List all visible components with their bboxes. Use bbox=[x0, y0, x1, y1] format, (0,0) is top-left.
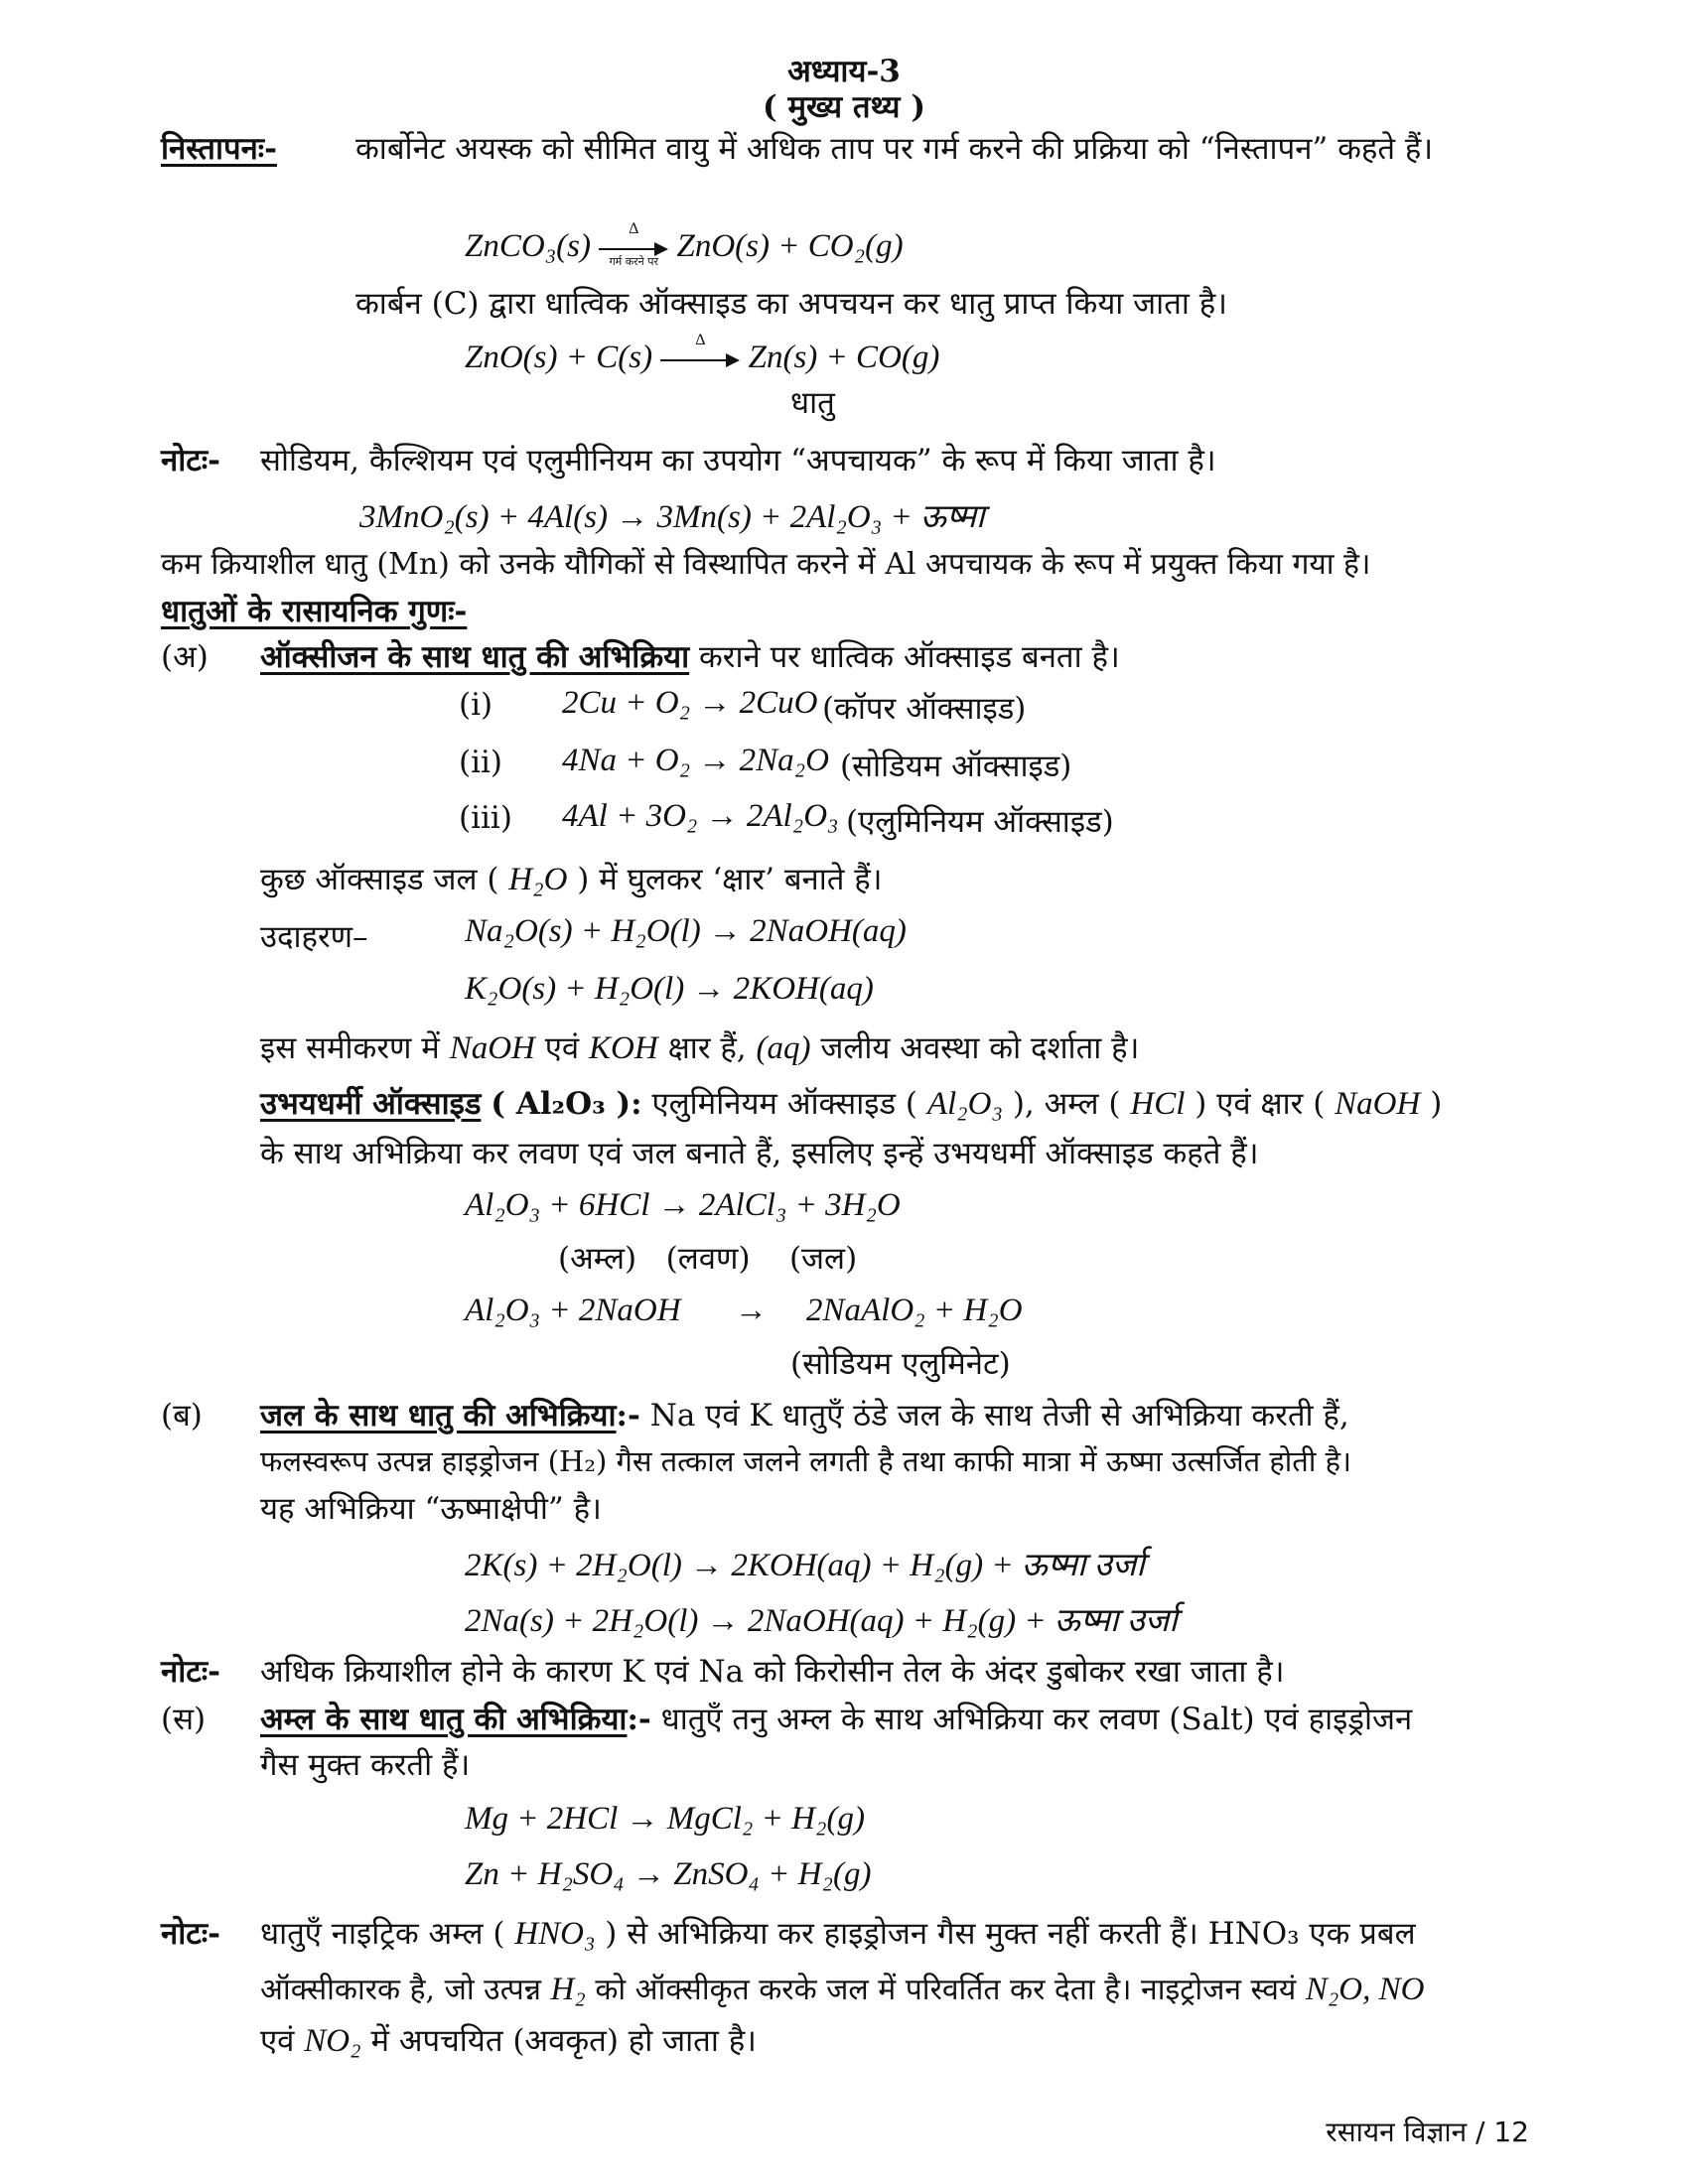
amphoteric-eq-1-labels: (अम्ल) (लवण) (जल) bbox=[558, 1241, 858, 1277]
heat-arrow-2 bbox=[660, 332, 740, 369]
equation-note bbox=[260, 1026, 1139, 1068]
note3-line1-b: ) से अभिक्रिया कर हाइड्रोजन गैस मुक्त नहीं करती हैं। HNO₃ एक प्रबल bbox=[605, 1916, 1416, 1952]
amphoteric-eq-2-left: Al₂O₃ + 2NaOH bbox=[465, 1293, 681, 1328]
section-b-title: जल के साथ धातु की अभिक्रिया bbox=[260, 1398, 617, 1433]
note1-equation: 3MnO₂(s) + 4Al(s) → 3Mn(s) + 2Al₂O₃ + ऊष्मा bbox=[359, 499, 985, 535]
amphoteric-text-1: एलुमिनियम ऑक्साइड ( bbox=[651, 1086, 917, 1122]
note3-label: नोटः- bbox=[161, 1916, 220, 1952]
eq-note-1: इस समीकरण में bbox=[260, 1030, 440, 1066]
section-a-title: ऑक्सीजन के साथ धातु की अभिक्रिया bbox=[260, 639, 690, 675]
note3-nitrogen-oxides: N₂O, NO bbox=[1305, 1972, 1425, 2007]
amphoteric-eq-2-arrow: → bbox=[735, 1293, 768, 1328]
note3-h2: H₂ bbox=[550, 1972, 586, 2007]
alkali-text-2: ) में घुलकर ‘क्षार’ बनाते हैं। bbox=[577, 862, 883, 897]
amphoteric-line-2: के साथ अभिक्रिया कर लवण एवं जल बनाते हैं, इसलिए इन्हें उभयधर्मी ऑक्साइड कहते हैं। bbox=[260, 1136, 1259, 1171]
section-b-marker: (ब) bbox=[161, 1398, 203, 1433]
arrow-delta: Δ bbox=[629, 220, 639, 238]
section-c-text-1: धातुएँ तनु अम्ल के साथ अभिक्रिया कर लवण (Salt) एवं हाइड्रोजन bbox=[660, 1702, 1413, 1737]
note1-text: सोडियम, कैल्शियम एवं एलुमीनियम का उपयोग “अपचायक” के रूप में किया जाता है। bbox=[260, 443, 1216, 478]
section-b-eq-2: 2Na(s) + 2H₂O(l) → 2NaOH(aq) + H₂(g) + ऊष्मा उर्जा bbox=[465, 1603, 1178, 1639]
section-a-marker: (अ) bbox=[161, 639, 209, 675]
note3-line1-a: धातुएँ नाइट्रिक अम्ल ( bbox=[260, 1916, 505, 1952]
eq2-left: ZnO(s) + C(s) bbox=[465, 340, 653, 375]
note3-line2-a: ऑक्सीकारक है, जो उत्पन्न bbox=[260, 1973, 541, 2007]
reaction-num-3: (iii) bbox=[459, 800, 512, 836]
reduction-equation bbox=[465, 332, 940, 376]
eq-note-4: जलीय अवस्था को दर्शाता है। bbox=[820, 1030, 1140, 1066]
amphoteric-text-4: ) bbox=[1430, 1086, 1443, 1122]
section-c-line-1 bbox=[260, 1698, 1412, 1739]
amphoteric-naoh: NaOH bbox=[1335, 1086, 1421, 1122]
note3-line-3 bbox=[260, 2019, 757, 2061]
note3-line2-b: को ऑक्सीकृत करके जल में परिवर्तित कर देता है। नाइट्रोजन स्वयं bbox=[595, 1973, 1297, 2007]
amphoteric-hcl: HCl bbox=[1130, 1086, 1186, 1122]
calcination-equation bbox=[465, 220, 904, 269]
heat-arrow bbox=[599, 220, 668, 269]
note1-label: नोटः- bbox=[161, 443, 220, 478]
arrow-condition: गर्म करने पर bbox=[609, 255, 659, 269]
note2-label: नोटः- bbox=[161, 1654, 220, 1690]
amphoteric-text-2: ), अम्ल ( bbox=[1012, 1086, 1121, 1122]
section-b-text-1: Na एवं K धातुएँ ठंडे जल के साथ तेजी से अभिक्रिया करती हैं, bbox=[649, 1398, 1349, 1433]
reaction-name-1: (कॉपर ऑक्साइड) bbox=[822, 691, 1027, 727]
reaction-eq-1: 2Cu + O₂ → 2CuO bbox=[562, 685, 818, 721]
chemical-props-heading: धातुओं के रासायनिक गुणः- bbox=[161, 594, 468, 629]
amphoteric-text-3: ) एवं क्षार ( bbox=[1195, 1086, 1326, 1122]
eq-note-naoh: NaOH bbox=[449, 1030, 535, 1066]
section-c-eq-1: Mg + 2HCl → MgCl₂ + H₂(g) bbox=[465, 1801, 865, 1837]
amphoteric-eq-2-right: 2NaAlO₂ + H₂O bbox=[806, 1293, 1023, 1328]
amphoteric-eq-2-label: (सोडियम एलुमिनेट) bbox=[790, 1346, 1011, 1382]
eq1-left: ZnCO₃(s) bbox=[465, 228, 591, 264]
note3-hno3: HNO₃ bbox=[514, 1916, 596, 1952]
section-b-eq-1: 2K(s) + 2H₂O(l) → 2KOH(aq) + H₂(g) + ऊष्मा उर्जा bbox=[465, 1548, 1145, 1583]
amphoteric-eq-1: Al₂O₃ + 6HCl → 2AlCl₃ + 3H₂O bbox=[465, 1187, 901, 1223]
section-a-rest: कराने पर धात्विक ऑक्साइड बनता है। bbox=[699, 639, 1120, 675]
section-c-eq-2: Zn + H₂SO₄ → ZnSO₄ + H₂(g) bbox=[465, 1856, 872, 1892]
amphoteric-line-1 bbox=[260, 1082, 1442, 1124]
alkali-line bbox=[260, 858, 882, 899]
calcination-label: निस्तापनः- bbox=[161, 131, 277, 167]
reaction-eq-3: 4Al + 3O₂ → 2Al₂O₃ bbox=[562, 798, 839, 834]
arrow-delta-2: Δ bbox=[695, 332, 706, 349]
note1-explanation: कम क्रियाशील धातु (Mn) को उनके यौगिकों से विस्थापित करने में Al अपचायक के रूप में प्रयुक्त किया गया है। bbox=[161, 547, 1371, 582]
page-footer: रसायन विज्ञान / 12 bbox=[1326, 2116, 1529, 2148]
note3-line-2 bbox=[260, 1968, 1425, 2008]
reaction-num-2: (ii) bbox=[459, 745, 503, 780]
eq-note-3: क्षार हैं, bbox=[667, 1030, 747, 1066]
example-eq-1: Na₂O(s) + H₂O(l) → 2NaOH(aq) bbox=[465, 913, 907, 949]
reaction-name-2: (सोडियम ऑक्साइड) bbox=[840, 749, 1072, 784]
example-label: उदाहरण– bbox=[260, 919, 368, 955]
alkali-text-1: कुछ ऑक्साइड जल ( bbox=[260, 862, 499, 897]
reaction-name-3: (एलुमिनियम ऑक्साइड) bbox=[846, 804, 1114, 840]
eq-note-aq: (aq) bbox=[756, 1030, 811, 1066]
section-c-marker: (स) bbox=[161, 1702, 207, 1737]
example-eq-2: K₂O(s) + H₂O(l) → 2KOH(aq) bbox=[465, 971, 874, 1007]
section-c-title: अम्ल के साथ धातु की अभिक्रिया bbox=[260, 1702, 628, 1737]
metal-label: धातु bbox=[790, 385, 835, 421]
note2-text: अधिक क्रियाशील होने के कारण K एवं Na को किरोसीन तेल के अंदर डुबोकर रखा जाता है। bbox=[260, 1654, 1285, 1690]
eq2-right: Zn(s) + CO(g) bbox=[748, 340, 940, 375]
section-c-line-2: गैस मुक्त करती हैं। bbox=[260, 1747, 471, 1783]
amphoteric-formula: ( Al₂O₃ ): bbox=[491, 1086, 642, 1122]
reaction-eq-2: 4Na + O₂ → 2Na₂O bbox=[562, 743, 829, 778]
section-b-line-1 bbox=[260, 1394, 1349, 1435]
chapter-title: अध्याय-3 bbox=[787, 54, 901, 89]
calcination-definition: कार्बोनेट अयस्क को सीमित वायु में अधिक ताप पर गर्म करने की प्रक्रिया को “निस्तापन” कहते हैं। bbox=[355, 131, 1434, 167]
reduction-text: कार्बन (C) द्वारा धात्विक ऑक्साइड का अपचयन कर धातु प्राप्त किया जाता है। bbox=[355, 286, 1227, 322]
section-a-line bbox=[260, 635, 1120, 677]
note3-line3-a: एवं bbox=[260, 2023, 295, 2059]
note3-line-1 bbox=[260, 1912, 1416, 1954]
amphoteric-al2o3: Al₂O₃ bbox=[926, 1086, 1003, 1122]
amphoteric-title: उभयधर्मी ऑक्साइड bbox=[260, 1086, 482, 1122]
section-b-line-3: यह अभिक्रिया “ऊष्माक्षेपी” है। bbox=[260, 1491, 602, 1527]
section-b-colon: :- bbox=[616, 1398, 640, 1433]
reaction-num-1: (i) bbox=[459, 687, 493, 723]
note3-no2: NO₂ bbox=[304, 2023, 361, 2059]
section-c-colon: :- bbox=[627, 1702, 651, 1737]
note3-line3-b: में अपचयित (अवकृत) हो जाता है। bbox=[370, 2023, 757, 2059]
eq1-right: ZnO(s) + CO₂(g) bbox=[676, 228, 904, 264]
chapter-subtitle: ( मुख्य तथ्य ) bbox=[763, 89, 925, 125]
section-b-line-2: फलस्वरूप उत्पन्न हाइड्रोजन (H₂) गैस तत्काल जलने लगती है तथा काफी मात्रा में ऊष्मा उत्सर्जित होती है। bbox=[260, 1444, 1351, 1478]
eq-note-koh: KOH bbox=[589, 1030, 658, 1066]
alkali-formula: H₂O bbox=[508, 862, 568, 897]
eq-note-2: एवं bbox=[544, 1030, 580, 1066]
